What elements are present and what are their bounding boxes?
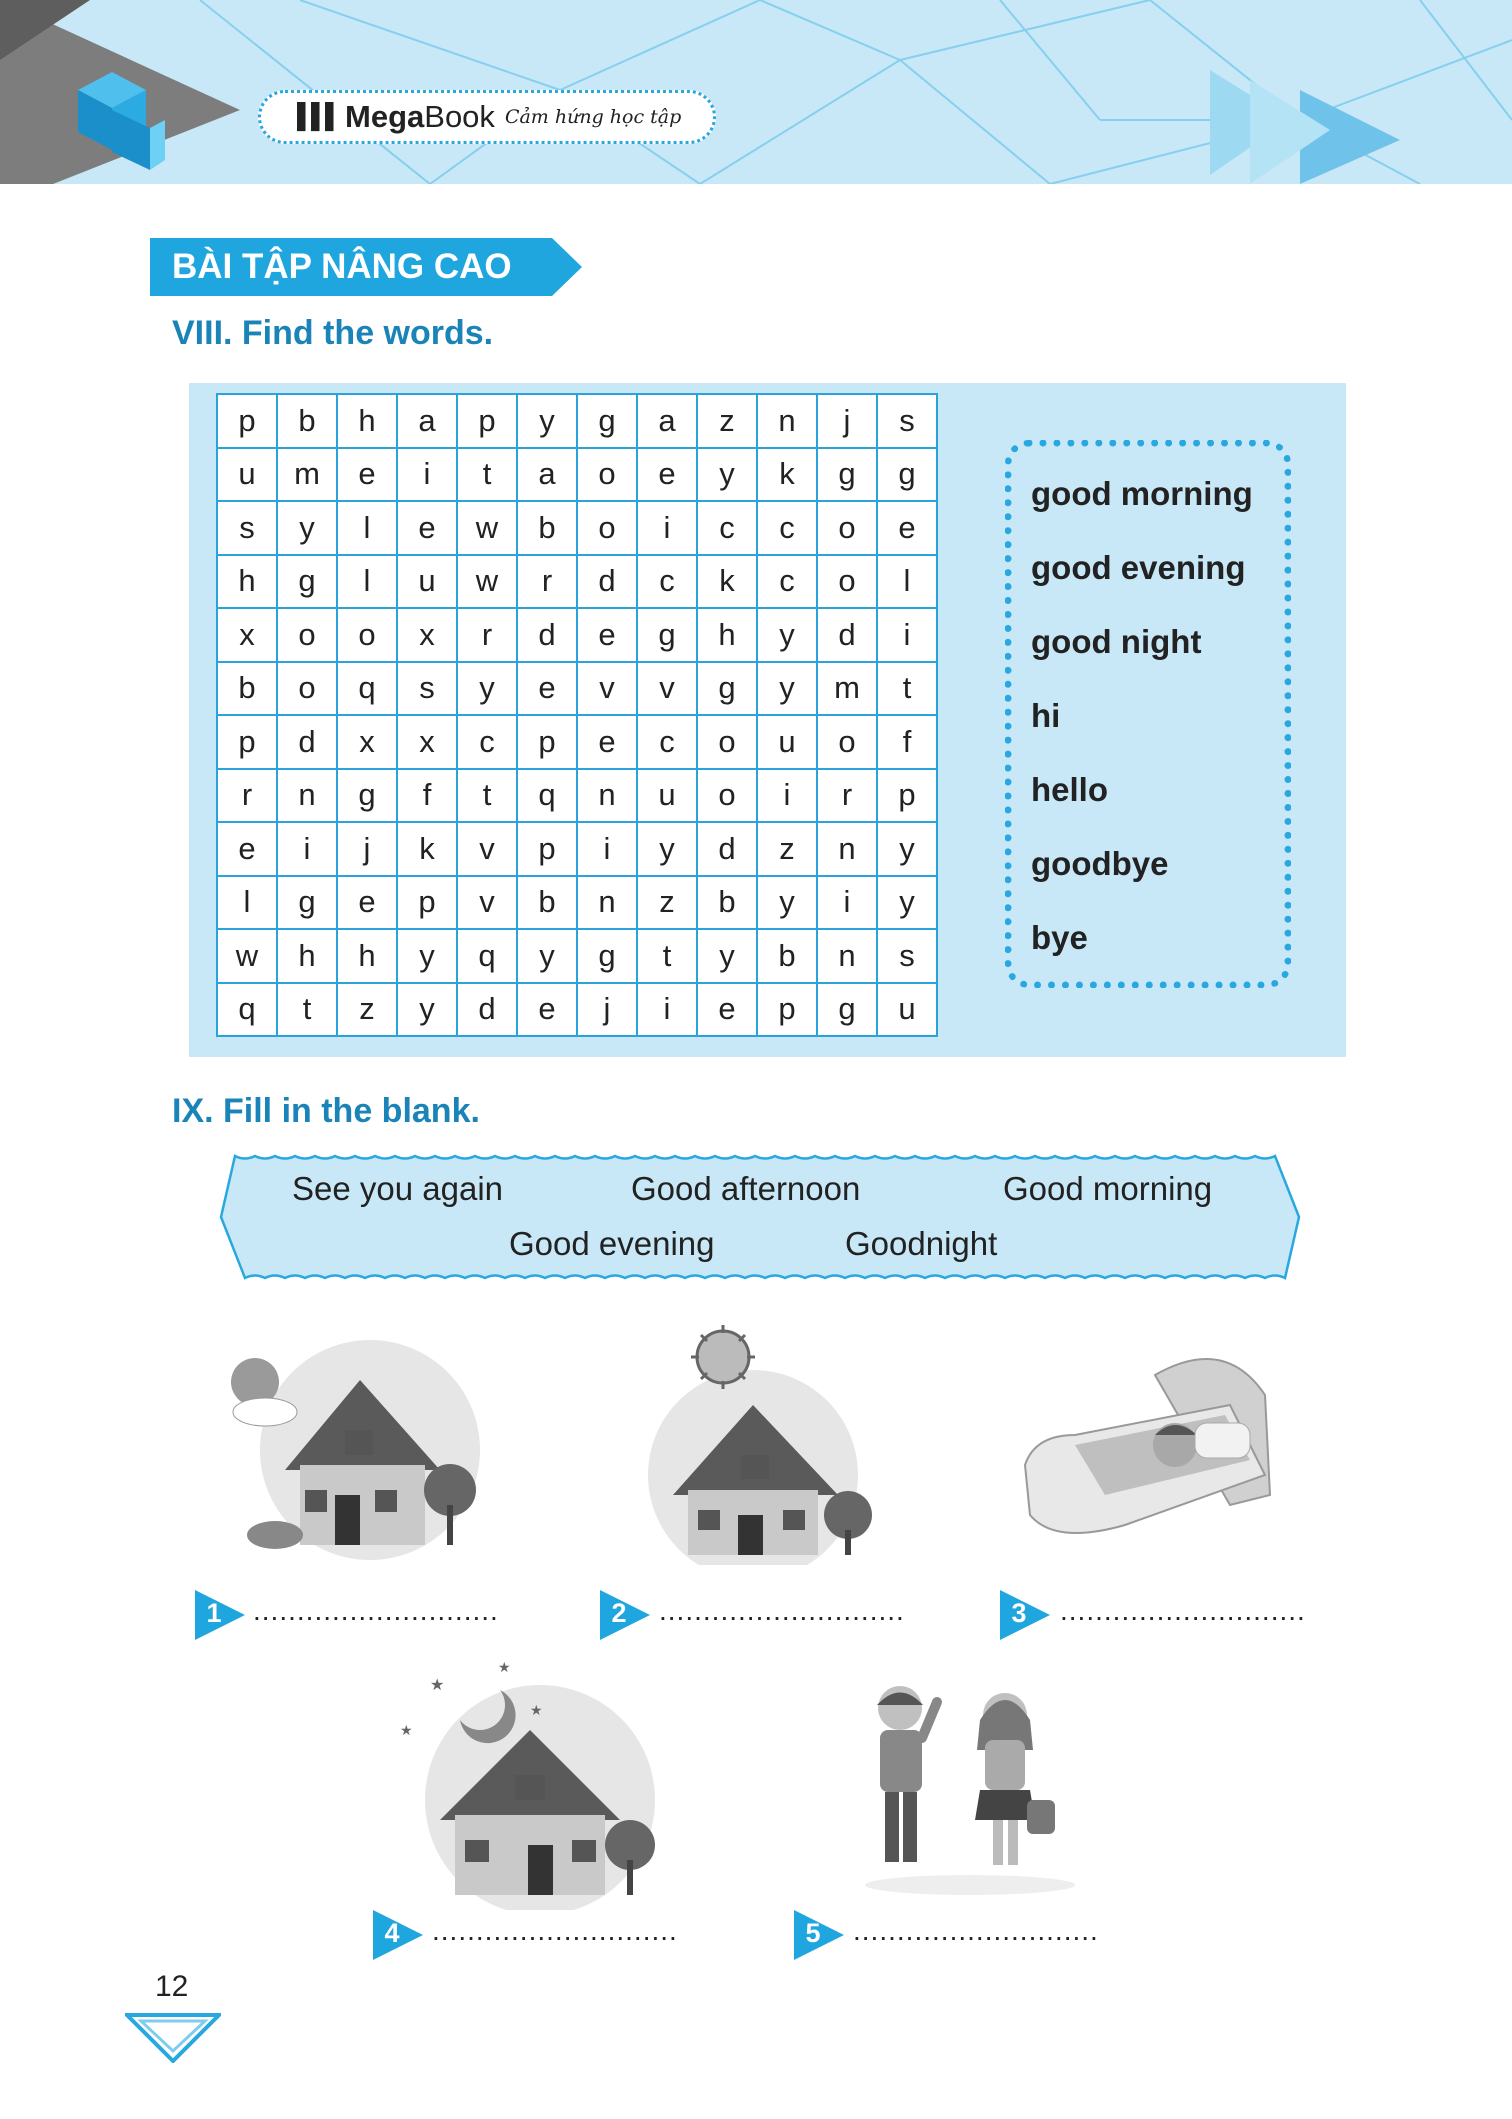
house-morning-picture: [225, 1320, 485, 1560]
grid-cell[interactable]: e: [337, 448, 397, 502]
boy-icon: [877, 1686, 937, 1862]
grid-cell[interactable]: p: [517, 715, 577, 769]
grid-cell[interactable]: y: [757, 608, 817, 662]
grid-cell[interactable]: e: [877, 501, 937, 555]
grid-cell[interactable]: y: [397, 929, 457, 983]
grid-cell[interactable]: t: [457, 448, 517, 502]
answer-blank-2[interactable]: ............................: [659, 1595, 905, 1626]
grid-cell[interactable]: p: [757, 983, 817, 1037]
grid-cell[interactable]: m: [277, 448, 337, 502]
grid-row: [217, 448, 937, 502]
grid-cell[interactable]: d: [817, 608, 877, 662]
answer-blank-4[interactable]: ............................: [432, 1915, 678, 1946]
answer-number: 3: [1011, 1598, 1027, 1628]
brand-bars-icon: ▌▌▌: [297, 103, 340, 130]
grid-cell[interactable]: n: [817, 929, 877, 983]
grid-cell[interactable]: r: [517, 555, 577, 609]
answer-blank-5[interactable]: ............................: [853, 1915, 1099, 1946]
grid-cell[interactable]: g: [577, 929, 637, 983]
svg-text:★: ★: [530, 1702, 543, 1718]
page-number: 12: [155, 1970, 189, 2003]
grid-cell[interactable]: s: [877, 394, 937, 448]
grid-cell[interactable]: b: [217, 662, 277, 716]
grid-cell[interactable]: y: [877, 822, 937, 876]
grid-cell[interactable]: r: [217, 769, 277, 823]
grid-cell[interactable]: u: [757, 715, 817, 769]
grid-cell[interactable]: p: [457, 394, 517, 448]
grid-cell[interactable]: z: [637, 876, 697, 930]
grid-cell[interactable]: p: [217, 715, 277, 769]
answer-blank-3[interactable]: ............................: [1060, 1595, 1306, 1626]
grid-cell[interactable]: z: [337, 983, 397, 1037]
grid-cell[interactable]: k: [697, 555, 757, 609]
grid-cell[interactable]: j: [337, 822, 397, 876]
grid-cell[interactable]: g: [877, 448, 937, 502]
grid-cell[interactable]: o: [817, 555, 877, 609]
word-list-box: [1005, 440, 1291, 988]
grid-cell[interactable]: z: [697, 394, 757, 448]
grid-cell[interactable]: e: [517, 662, 577, 716]
grid-cell[interactable]: y: [397, 983, 457, 1037]
grid-row: [217, 769, 937, 823]
grid-cell[interactable]: y: [757, 662, 817, 716]
grid-cell[interactable]: y: [877, 876, 937, 930]
grid-cell[interactable]: j: [577, 983, 637, 1037]
grid-cell[interactable]: e: [517, 983, 577, 1037]
grid-cell[interactable]: k: [397, 822, 457, 876]
grid-cell[interactable]: t: [637, 929, 697, 983]
grid-cell[interactable]: g: [277, 876, 337, 930]
grid-cell[interactable]: e: [337, 876, 397, 930]
phrase-option: Good morning: [1003, 1170, 1213, 1207]
grid-cell[interactable]: y: [637, 822, 697, 876]
grid-row: [217, 662, 937, 716]
grid-cell[interactable]: n: [577, 769, 637, 823]
grid-cell[interactable]: e: [697, 983, 757, 1037]
grid-row: [217, 501, 937, 555]
grid-cell[interactable]: e: [577, 715, 637, 769]
grid-cell[interactable]: y: [277, 501, 337, 555]
grid-cell[interactable]: c: [637, 715, 697, 769]
answer-number: 2: [611, 1598, 627, 1628]
grid-cell[interactable]: i: [397, 448, 457, 502]
grid-cell[interactable]: w: [457, 501, 517, 555]
grid-cell[interactable]: v: [577, 662, 637, 716]
grid-cell[interactable]: h: [277, 929, 337, 983]
word-list-item: good morning: [1031, 475, 1253, 512]
word-list-item: hi: [1031, 697, 1061, 734]
grid-cell[interactable]: s: [877, 929, 937, 983]
exercise-8-title: VIII. Find the words.: [172, 314, 494, 352]
children-waving-picture: [855, 1680, 1085, 1900]
grid-cell[interactable]: w: [217, 929, 277, 983]
grid-cell[interactable]: o: [817, 501, 877, 555]
word-list-item: good night: [1031, 623, 1202, 660]
grid-row: [217, 983, 937, 1037]
grid-cell[interactable]: b: [517, 876, 577, 930]
corner-logo-graphic: [0, 0, 250, 184]
grid-cell[interactable]: o: [577, 448, 637, 502]
grid-cell[interactable]: r: [817, 769, 877, 823]
grid-cell[interactable]: o: [337, 608, 397, 662]
exercise-9-title: IX. Fill in the blank.: [172, 1092, 480, 1130]
grid-cell[interactable]: u: [637, 769, 697, 823]
grid-cell[interactable]: q: [337, 662, 397, 716]
grid-cell[interactable]: y: [697, 448, 757, 502]
grid-cell[interactable]: g: [637, 608, 697, 662]
grid-cell[interactable]: v: [637, 662, 697, 716]
grid-cell[interactable]: g: [817, 448, 877, 502]
grid-cell[interactable]: e: [397, 501, 457, 555]
grid-cell[interactable]: o: [277, 662, 337, 716]
grid-cell[interactable]: h: [217, 555, 277, 609]
grid-cell[interactable]: p: [397, 876, 457, 930]
grid-cell[interactable]: h: [337, 929, 397, 983]
sleeping-girl-icon: [1153, 1423, 1197, 1467]
grid-row: [217, 876, 937, 930]
girl-sleeping-picture: [1015, 1345, 1275, 1555]
grid-cell[interactable]: l: [337, 555, 397, 609]
grid-cell[interactable]: q: [457, 929, 517, 983]
grid-cell[interactable]: m: [817, 662, 877, 716]
grid-cell[interactable]: y: [517, 929, 577, 983]
phrase-option: Goodnight: [845, 1225, 998, 1262]
grid-cell[interactable]: g: [577, 394, 637, 448]
grid-cell[interactable]: r: [457, 608, 517, 662]
grid-cell[interactable]: i: [637, 983, 697, 1037]
grid-cell[interactable]: u: [877, 983, 937, 1037]
grid-cell[interactable]: i: [577, 822, 637, 876]
grid-cell[interactable]: d: [577, 555, 637, 609]
girl-icon: [975, 1693, 1055, 1865]
grid-cell[interactable]: g: [697, 662, 757, 716]
word-list-item: hello: [1031, 771, 1109, 808]
grid-cell[interactable]: c: [697, 501, 757, 555]
grid-cell[interactable]: p: [517, 822, 577, 876]
grid-cell[interactable]: h: [337, 394, 397, 448]
brand-logo: [258, 90, 716, 144]
grid-cell[interactable]: o: [817, 715, 877, 769]
svg-text:★: ★: [430, 1677, 445, 1694]
grid-cell[interactable]: i: [817, 876, 877, 930]
grid-cell[interactable]: x: [217, 608, 277, 662]
grid-cell[interactable]: i: [637, 501, 697, 555]
grid-cell[interactable]: b: [757, 929, 817, 983]
grid-cell[interactable]: i: [277, 822, 337, 876]
grid-cell[interactable]: d: [277, 715, 337, 769]
grid-cell[interactable]: p: [217, 394, 277, 448]
answer-number: 4: [384, 1918, 400, 1948]
grid-cell[interactable]: i: [877, 608, 937, 662]
grid-cell[interactable]: u: [397, 555, 457, 609]
grid-row: [217, 929, 937, 983]
grid-cell[interactable]: c: [757, 501, 817, 555]
grid-cell[interactable]: v: [457, 876, 517, 930]
house-night-picture: [400, 1660, 665, 1910]
grid-cell[interactable]: s: [217, 501, 277, 555]
grid-cell[interactable]: b: [517, 501, 577, 555]
grid-cell[interactable]: b: [277, 394, 337, 448]
grid-cell[interactable]: f: [877, 715, 937, 769]
brand-name-mega: Mega: [345, 99, 425, 134]
grid-row: [217, 555, 937, 609]
grid-cell[interactable]: c: [637, 555, 697, 609]
word-list-item: bye: [1031, 919, 1088, 956]
word-list-item: good evening: [1031, 549, 1246, 586]
grid-cell[interactable]: d: [697, 822, 757, 876]
grid-cell[interactable]: o: [697, 715, 757, 769]
house-afternoon-picture: [623, 1325, 893, 1565]
grid-cell[interactable]: l: [337, 501, 397, 555]
section-banner-title: BÀI TẬP NÂNG CAO: [172, 247, 512, 286]
grid-cell[interactable]: e: [577, 608, 637, 662]
grid-cell[interactable]: g: [337, 769, 397, 823]
grid-cell[interactable]: g: [277, 555, 337, 609]
grid-cell[interactable]: z: [757, 822, 817, 876]
grid-cell[interactable]: a: [637, 394, 697, 448]
grid-cell[interactable]: t: [877, 662, 937, 716]
grid-cell[interactable]: n: [577, 876, 637, 930]
word-list-item: goodbye: [1031, 845, 1169, 882]
word-search-grid: [216, 393, 938, 1037]
grid-cell[interactable]: p: [877, 769, 937, 823]
grid-cell[interactable]: w: [457, 555, 517, 609]
grid-cell[interactable]: e: [637, 448, 697, 502]
grid-cell[interactable]: y: [517, 394, 577, 448]
brand-name-book: Book: [424, 99, 495, 134]
grid-row: [217, 608, 937, 662]
grid-cell[interactable]: n: [757, 394, 817, 448]
grid-cell[interactable]: i: [757, 769, 817, 823]
grid-cell[interactable]: n: [277, 769, 337, 823]
grid-cell[interactable]: k: [757, 448, 817, 502]
grid-cell[interactable]: t: [457, 769, 517, 823]
grid-row: [217, 822, 937, 876]
grid-row: [217, 715, 937, 769]
grid-cell[interactable]: n: [817, 822, 877, 876]
grid-cell[interactable]: c: [457, 715, 517, 769]
grid-cell[interactable]: a: [517, 448, 577, 502]
grid-cell[interactable]: d: [457, 983, 517, 1037]
grid-cell[interactable]: u: [217, 448, 277, 502]
grid-cell[interactable]: a: [397, 394, 457, 448]
answer-number: 1: [206, 1598, 222, 1628]
svg-text:★: ★: [400, 1722, 413, 1738]
grid-cell[interactable]: b: [697, 876, 757, 930]
grid-cell[interactable]: j: [817, 394, 877, 448]
grid-cell[interactable]: y: [697, 929, 757, 983]
answer-number: 5: [805, 1918, 821, 1948]
page-header: [0, 0, 1512, 184]
grid-cell[interactable]: d: [517, 608, 577, 662]
phrase-option: Good afternoon: [631, 1170, 861, 1207]
grid-cell[interactable]: o: [277, 608, 337, 662]
grid-cell[interactable]: g: [817, 983, 877, 1037]
grid-cell[interactable]: t: [277, 983, 337, 1037]
answer-blank-1[interactable]: ............................: [253, 1595, 499, 1626]
grid-cell[interactable]: h: [697, 608, 757, 662]
grid-cell[interactable]: o: [697, 769, 757, 823]
brand-tagline: Cảm hứng học tập: [504, 106, 682, 128]
grid-cell[interactable]: x: [397, 608, 457, 662]
grid-cell[interactable]: v: [457, 822, 517, 876]
svg-text:★: ★: [498, 1660, 511, 1675]
grid-cell[interactable]: q: [217, 983, 277, 1037]
grid-cell[interactable]: q: [517, 769, 577, 823]
grid-row: [217, 394, 937, 448]
grid-cell[interactable]: f: [397, 769, 457, 823]
phrase-option: See you again: [292, 1170, 504, 1207]
phrase-option: Good evening: [509, 1225, 715, 1262]
grid-cell[interactable]: y: [757, 876, 817, 930]
grid-cell[interactable]: s: [397, 662, 457, 716]
grid-cell[interactable]: o: [577, 501, 637, 555]
grid-cell[interactable]: x: [337, 715, 397, 769]
grid-cell[interactable]: l: [877, 555, 937, 609]
grid-cell[interactable]: c: [757, 555, 817, 609]
grid-cell[interactable]: y: [457, 662, 517, 716]
page-number-triangle-icon: [125, 2013, 221, 2063]
grid-cell[interactable]: e: [217, 822, 277, 876]
grid-cell[interactable]: l: [217, 876, 277, 930]
grid-cell[interactable]: x: [397, 715, 457, 769]
